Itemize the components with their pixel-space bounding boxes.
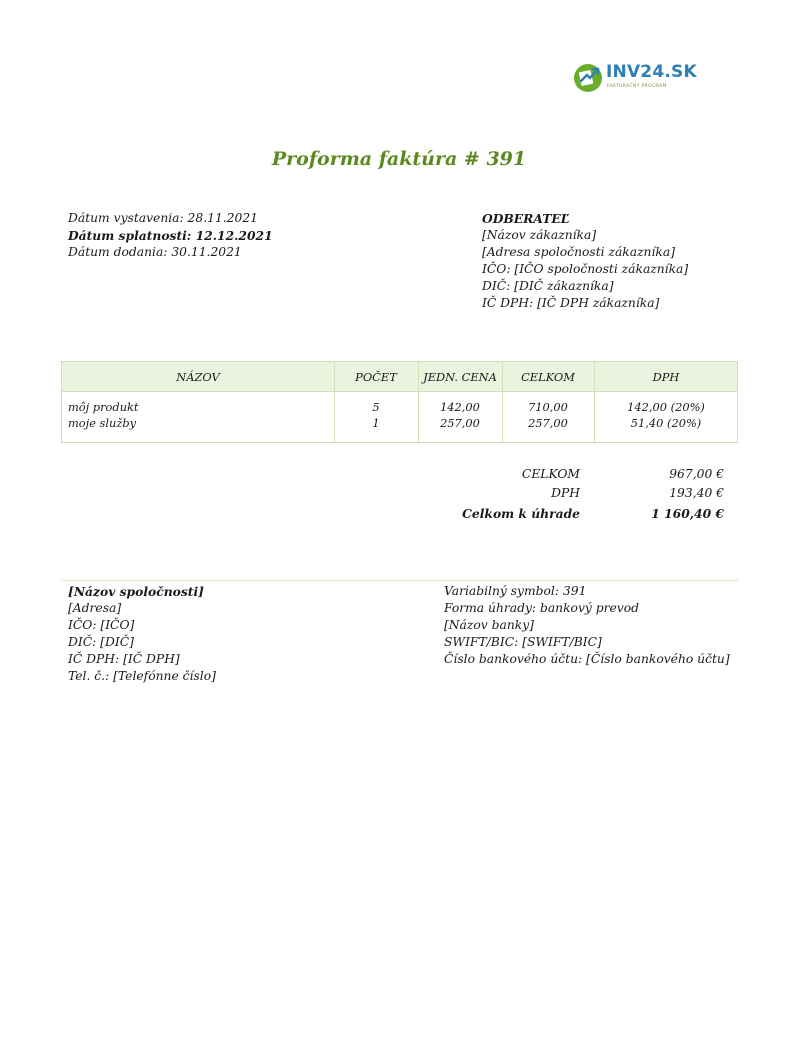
logo-tagline: FAKTURAČNÝ PROGRAM (607, 84, 667, 89)
company-logo (572, 60, 697, 100)
items-table (61, 361, 738, 443)
supplier-icdph: IČ DPH: [IČ DPH] (68, 652, 180, 666)
logo-name: INV24.SK (606, 62, 697, 82)
header-vat: DPH (652, 370, 680, 384)
payment-method: Forma úhrady: bankový prevod (444, 601, 639, 615)
item-name: môj produkt (68, 400, 139, 414)
header-quantity: POČET (355, 370, 397, 384)
supplier-name: [Názov spoločnosti] (68, 584, 204, 599)
item-total: 710,00 (528, 400, 568, 414)
supplier-block (68, 583, 216, 685)
customer-ico: IČO: [IČO spoločnosti zákazníka] (482, 262, 689, 276)
item-unit-price: 257,00 (440, 415, 480, 430)
item-quantity: 1 (372, 415, 380, 430)
swift-bic: SWIFT/BIC: [SWIFT/BIC] (444, 635, 602, 649)
subtotal-value: 967,00 € (669, 467, 724, 481)
customer-dic: DIČ: [DIČ zákazníka] (482, 279, 614, 293)
variable-symbol: Variabilný symbol: 391 (444, 584, 587, 598)
item-unit-price: 142,00 (440, 400, 480, 414)
customer-heading: ODBERATEĽ (482, 211, 570, 226)
customer-address: [Adresa spoločnosti zákazníka] (482, 245, 675, 259)
supplier-address: [Adresa] (68, 601, 122, 615)
customer-block (482, 210, 688, 312)
item-quantity: 5 (372, 400, 380, 414)
delivery-date: Dátum dodania: 30.11.2021 (68, 245, 242, 259)
supplier-ico: IČO: [IČO] (68, 618, 135, 632)
vat-label: DPH (551, 486, 580, 500)
document-title: Proforma faktúra # 391 (271, 148, 527, 170)
total-column (502, 400, 594, 431)
customer-name: [Názov zákazníka] (482, 228, 597, 242)
logo-icon (572, 62, 604, 94)
invoice-dates (68, 210, 273, 261)
header-total: CELKOM (521, 370, 575, 384)
header-unit-price: JEDN. CENA (423, 370, 497, 384)
issue-date: Dátum vystavenia: 28.11.2021 (68, 211, 258, 225)
subtotal-label: CELKOM (521, 467, 580, 481)
item-total: 257,00 (528, 415, 568, 430)
supplier-phone: Tel. č.: [Telefónne číslo] (68, 669, 216, 683)
footer-divider (61, 580, 738, 581)
amount-due-label: Celkom k úhrade (462, 506, 580, 521)
bank-account: Číslo bankového účtu: [Číslo bankového účtu] (444, 652, 730, 666)
unit-price-column (418, 400, 502, 431)
due-date: Dátum splatnosti: 12.12.2021 (68, 228, 273, 243)
bank-name: [Názov banky] (444, 618, 534, 632)
payment-block (444, 583, 730, 668)
item-name: moje služby (68, 415, 137, 430)
quantity-column (334, 400, 418, 431)
vat-value: 193,40 € (669, 486, 724, 500)
supplier-dic: DIČ: [DIČ] (68, 635, 134, 649)
amount-due-value: 1 160,40 € (651, 506, 724, 521)
table-row (68, 400, 139, 431)
vat-column (594, 400, 738, 431)
item-vat: 142,00 (20%) (627, 400, 705, 414)
customer-icdph: IČ DPH: [IČ DPH zákazníka] (482, 296, 660, 310)
item-vat: 51,40 (20%) (630, 415, 702, 430)
header-name: NÁZOV (176, 370, 220, 384)
